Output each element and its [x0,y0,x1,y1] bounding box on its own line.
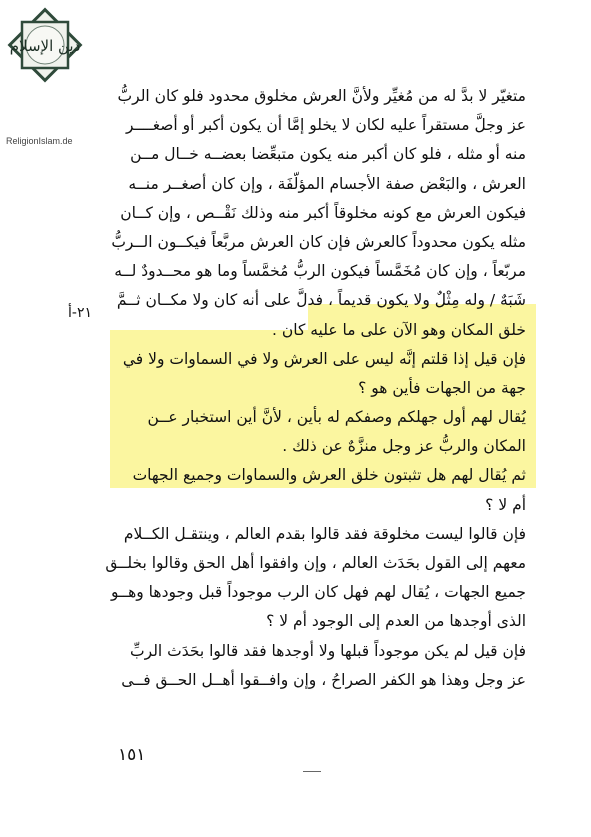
text-line: منه أو مثله ، فلو كان أكبر منه يكون متبعِّضا بعضــه خــال مــن [130,145,526,164]
text-line: متغيّر لا بدَّ له من مُغيِّر ولأنَّ العرش مخلوق محدود فلو كان الربُّ [117,87,526,105]
page-number: ١٥١ [118,745,146,765]
text-line: يُقال لهم أول جهلكم وصفكم له بأين ، لأنَّ أين استخبار عــن [147,408,526,427]
margin-marker: ٢١-أ [68,305,92,321]
site-logo [6,6,84,84]
text-line: المكان والربُّ عز وجل منزَّهٌ عن ذلك . [282,437,526,456]
scan-mark [303,771,321,772]
text-line: أم لا ؟ [485,495,526,514]
text-line: خلق المكان وهو الآن على ما عليه كان . [271,320,526,339]
text-line: فإن قيل إذا قلتم إنَّه ليس على العرش ولا في السماوات ولا في [122,349,526,368]
logo-site-name: ReligionIslam.de [6,136,73,146]
body-text [100,82,526,695]
text-line: معهم إلى القول بحَدَث العالم ، وإن وافقوا أهل الحق وقالوا بخلــق [105,554,526,572]
text-line: شَبَهٌ / وله مِثْلٌ ولا يكون قديماً ، فدلَّ على أنه كان ولا مكــان ثــمَّ [116,291,526,310]
text-line: جهة من الجهات فأين هو ؟ [358,378,526,397]
text-line: ثم يُقال لهم هل تثبتون خلق العرش والسماوات وجميع الجهات [132,466,526,485]
text-line: فإن قالوا ليست مخلوقة فقد قالوا بقدم العالم ، وينتقـل الكــلام [123,524,526,543]
text-line: العرش ، والبَعْض صفة الأجسام المؤلّفَة ، وإن كان أصغــر منــه [128,174,526,193]
text-line: الذى أوجدها من العدم إلى الوجود أم لا ؟ [266,612,526,631]
text-line: فيكون العرش مع كونه مخلوقاً أكبر منه وذلك نَقْــص ، وإن كــان [120,203,526,222]
text-line: عز وجل وهذا هو الكفر الصراحُ ، وإن وافــقوا أهــل الحــق فــى [121,670,526,689]
text-line: فإن قيل لم يكن موجوداً قبلها ولا أوجدها فقد قالوا بحَدَث الربِّ [130,641,526,660]
text-line: جميع الجهات ، يُقال لهم فهل كان الرب موجوداً قبل وجودها وهــو [111,583,526,602]
text-line: عز وجلَّ مستقراً عليه لكان لا يخلو إمَّا أن يكون أكبر أو أصغــــر [126,116,526,135]
text-line: مثله يكون محدوداً كالعرش فإن كان العرش مربَّعاً فيكــون الــربُّ [111,232,526,251]
logo-emblem-text: دين الإسلام [9,37,81,55]
text-line: مربّعاً ، وإن كان مُخَمَّساً فيكون الربُّ مُخمَّساً وما هو محــدودٌ لــه [114,262,526,281]
